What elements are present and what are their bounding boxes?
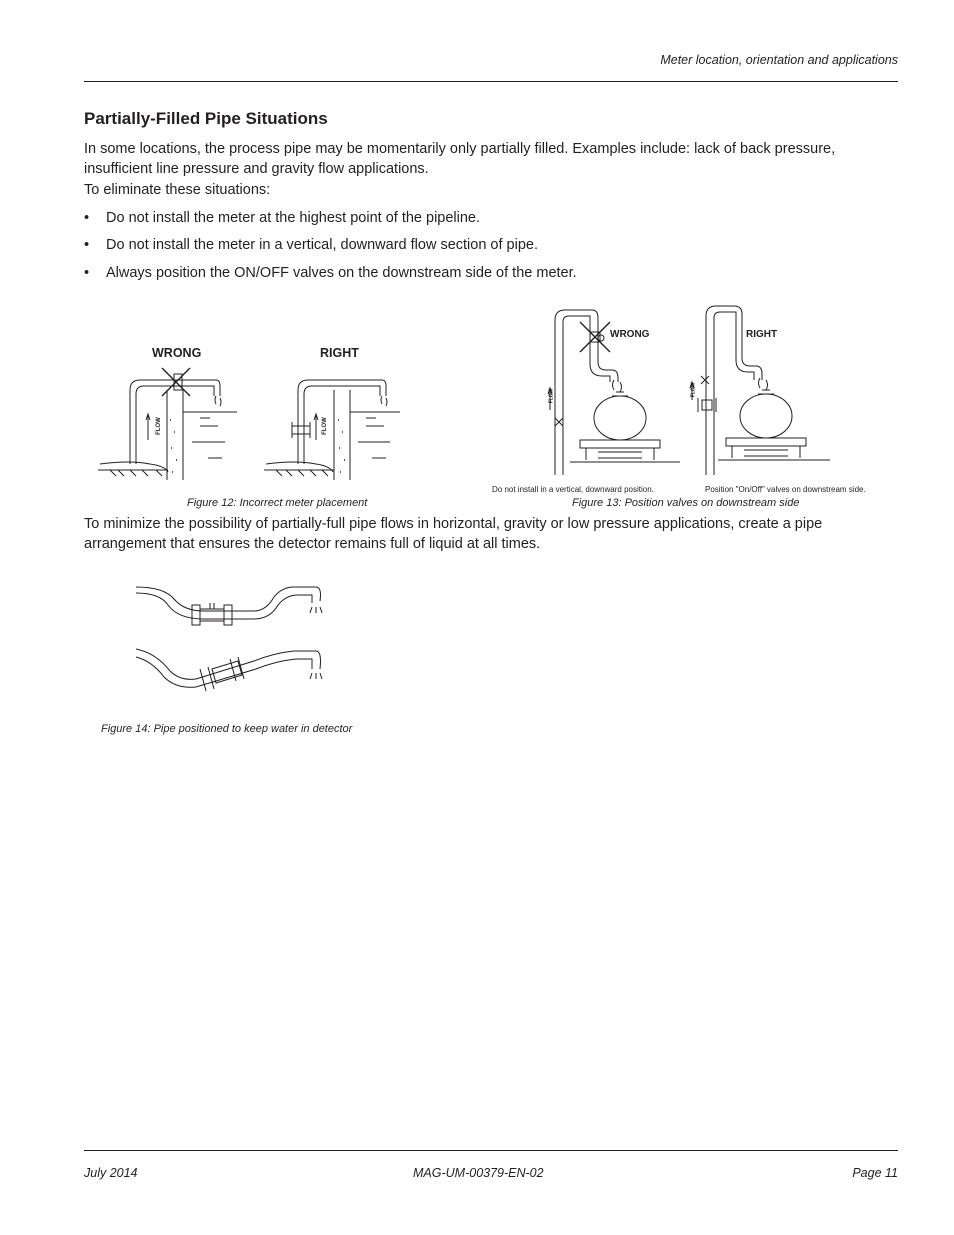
- fig13-note-left: Do not install in a vertical, downward position.: [492, 485, 654, 494]
- fig14-upper-pipe: [136, 587, 322, 625]
- fig13-right-label: RIGHT: [746, 329, 778, 340]
- intro-paragraph: In some locations, the process pipe may be momentarily only partially filled. Examples include: lack of back pressure, insufficient line pressure and gravity flow applications.: [84, 141, 836, 177]
- eliminate-text: To eliminate these situations:: [84, 182, 271, 198]
- footer-rule: [84, 1150, 898, 1151]
- fig13-right-drawing: [690, 306, 830, 475]
- figure12-diagram: [90, 360, 410, 490]
- running-header: Meter location, orientation and applications: [660, 53, 898, 67]
- fig12-wrong-label: WRONG: [152, 346, 202, 360]
- bullet-marker: •: [84, 237, 90, 253]
- fig12-wrong-drawing: [98, 368, 237, 480]
- body-paragraph-2: To minimize the possibility of partially-full pipe flows in horizontal, gravity or low pressure applications, create a pipe arrangement that ensures the detector remains full of liquid at all times.: [84, 516, 823, 552]
- footer-date: July 2014: [84, 1166, 138, 1180]
- footer-page-number: Page 11: [852, 1166, 898, 1180]
- header-rule: [84, 81, 898, 82]
- fig14-lower-pipe: [136, 649, 322, 691]
- fig12-right-label: RIGHT: [320, 346, 359, 360]
- bullet-marker: •: [84, 210, 90, 226]
- figure12-caption: Figure 12: Incorrect meter placement: [187, 497, 368, 509]
- fig13-wrong-label: WRONG: [610, 329, 650, 340]
- section-title: Partially-Filled Pipe Situations: [84, 109, 328, 128]
- fig12-flow-label-right: FLOW: [321, 417, 328, 435]
- fig13-flow-label-wrong: FLOW: [548, 388, 555, 404]
- fig12-flow-label-wrong: FLOW: [155, 417, 162, 435]
- figure14-caption: Figure 14: Pipe positioned to keep water in detector: [101, 723, 353, 735]
- fig12-right-drawing: [264, 380, 400, 480]
- fig13-note-right: Position "On/Off" valves on downstream side.: [705, 485, 866, 494]
- figure14-diagram: [134, 585, 334, 695]
- fig13-wrong-drawing: [548, 310, 680, 475]
- bullet-text: Always position the ON/OFF valves on the downstream side of the meter.: [106, 265, 577, 281]
- fig13-flow-label-right: FLOW: [690, 382, 697, 398]
- bullet-text: Do not install the meter at the highest point of the pipeline.: [106, 210, 481, 226]
- bullet-text: Do not install the meter in a vertical, downward flow section of pipe.: [106, 237, 538, 253]
- figure13-caption: Figure 13: Position valves on downstream side: [572, 497, 800, 509]
- footer-doc-number: MAG-UM-00379-EN-02: [413, 1166, 544, 1180]
- bullet-marker: •: [84, 265, 90, 281]
